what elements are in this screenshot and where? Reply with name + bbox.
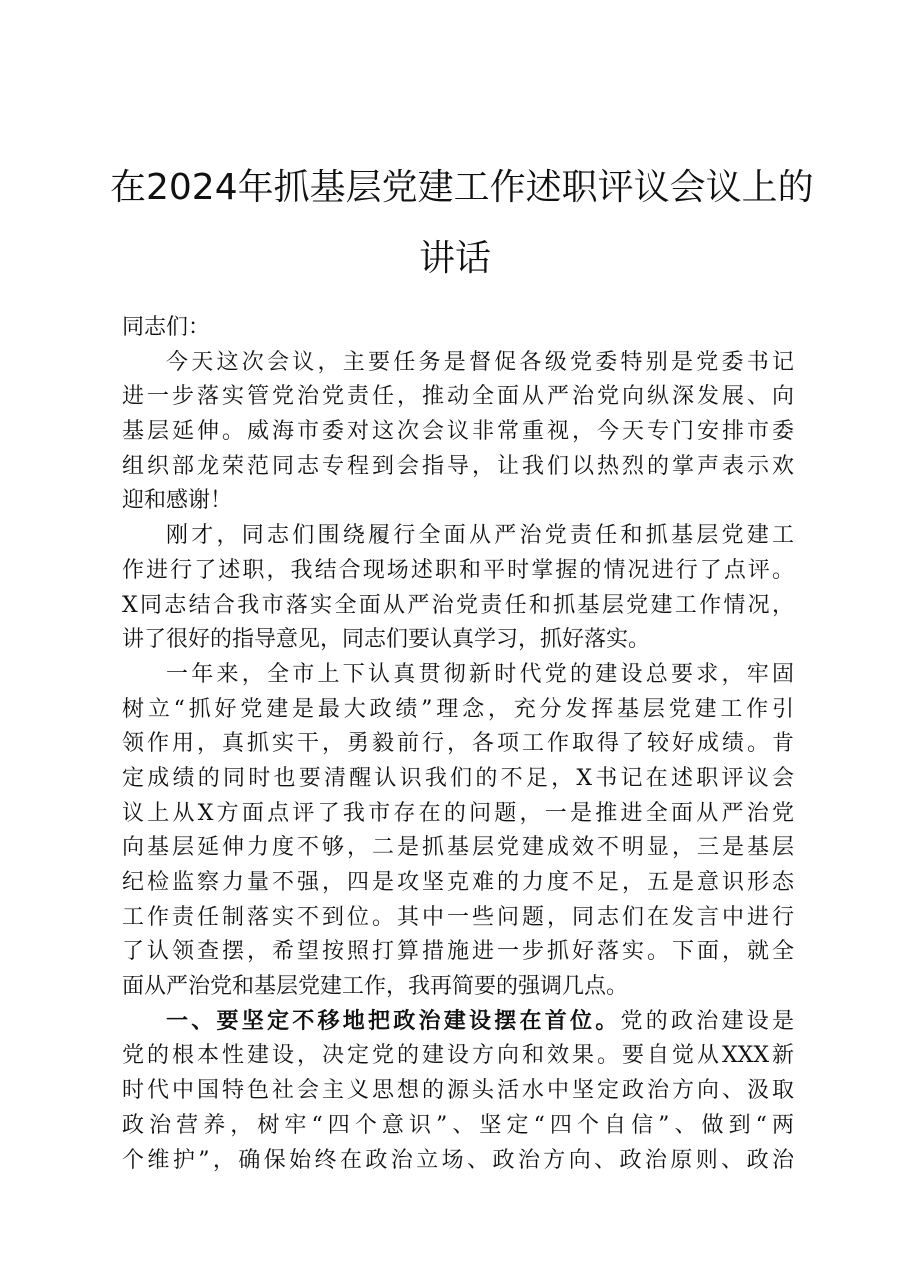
paragraph-3-line: 纪检监察力量不强，四是攻坚克难的力度不足，五是意识形态 (122, 870, 794, 895)
paragraph-1-line: 基层延伸。威海市委对这次会议非常重视，今天专门安排市委 (122, 419, 794, 445)
paragraph-2-line: X同志结合我市落实全面从严治党责任和抓基层党建工作情况， (122, 592, 794, 618)
title-line-2: 讲话 (418, 238, 491, 279)
paragraph-3-line: 工作责任制落实不到位。其中一些问题，同志们在发言中进行 (122, 904, 794, 930)
section-one-line: 个维护”，确保始终在政治立场、政治方向、政治原则、政治 (122, 1147, 794, 1173)
paragraph-1-line: 组织部龙荣范同志专程到会指导，让我们以热烈的掌声表示欢 (122, 453, 794, 479)
paragraph-3-line: 议上从X方面点评了我市存在的问题，一是推进全面从严治党 (122, 800, 794, 826)
paragraph-3-line: 领作用，真抓实干，勇毅前行，各项工作取得了较好成绩。肯 (122, 731, 794, 757)
paragraph-1-line: 迎和感谢！ (122, 488, 233, 514)
section-one-line: 政治营养，树牢“四个意识”、坚定“四个自信”、做到“两 (122, 1112, 794, 1138)
salutation: 同志们： (122, 315, 211, 340)
paragraph-3-line: 树立“抓好党建是最大政绩”理念，充分发挥基层党建工作引 (122, 696, 794, 722)
section-one-first-line (122, 1005, 794, 1040)
title-line-1: 在2024年抓基层党建工作述职评议会议上的 (110, 167, 814, 208)
document-title (110, 152, 814, 294)
document-body (122, 311, 794, 1178)
paragraph-1-line: 进一步落实管党治党责任，推动全面从严治党向纵深发展、向 (122, 384, 794, 410)
paragraph-2-line: 刚才，同志们围绕履行全面从严治党责任和抓基层党建工 (166, 523, 794, 549)
section-one-first-line-text: 党的政治建设是 (620, 1008, 794, 1034)
paragraph-3-line: 面从严治党和基层党建工作，我再简要的强调几点。 (122, 974, 629, 1000)
paragraph-2-line: 作进行了述职，我结合现场述职和平时掌握的情况进行了点评。 (122, 557, 794, 583)
paragraph-3-line: 了认领查摆，希望按照打算措施进一步抓好落实。下面，就全 (122, 939, 794, 965)
paragraph-1-line: 今天这次会议，主要任务是督促各级党委特别是党委书记 (166, 349, 794, 375)
section-one-line: 时代中国特色社会主义思想的源头活水中坚定政治方向、汲取 (122, 1078, 794, 1104)
section-one-heading: 一、要坚定不移地把政治建设摆在首位。 (166, 1008, 621, 1034)
section-one-line: 党的根本性建设，决定党的建设方向和效果。要自觉从XXX新 (122, 1043, 794, 1069)
paragraph-3-line: 定成绩的同时也要清醒认识我们的不足，X书记在述职评议会 (122, 765, 794, 791)
paragraph-2-line: 讲了很好的指导意见，同志们要认真学习，抓好落实。 (122, 627, 651, 653)
paragraph-3-line: 向基层延伸力度不够，二是抓基层党建成效不明显，三是基层 (122, 835, 794, 861)
paragraph-3-line: 一年来，全市上下认真贯彻新时代党的建设总要求，牢固 (166, 661, 794, 687)
